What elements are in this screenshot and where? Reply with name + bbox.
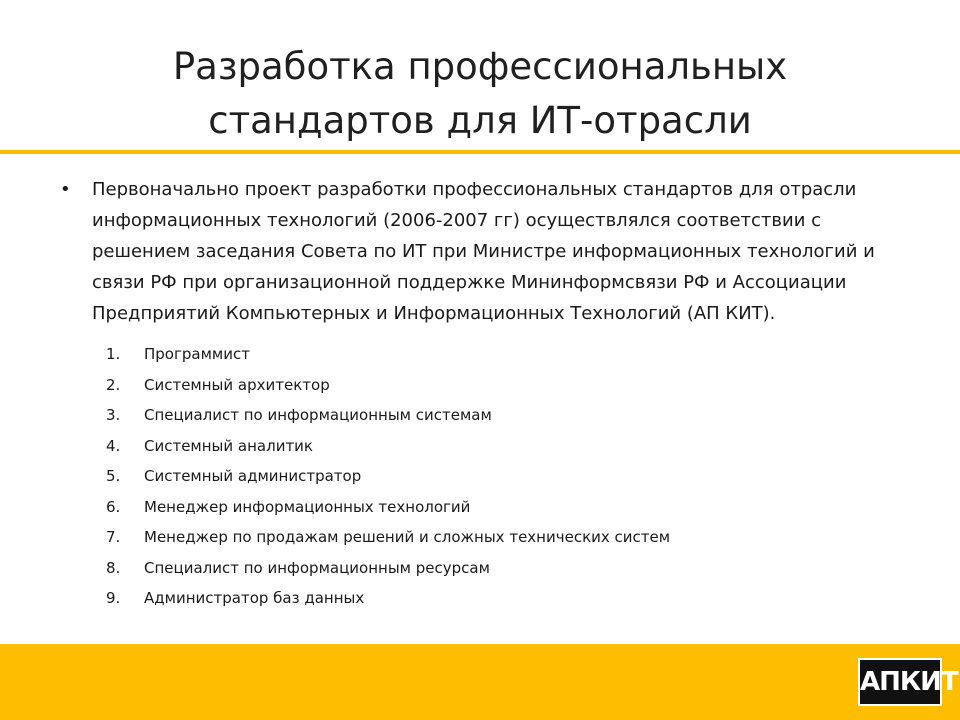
list-item-number: 7. [106,528,121,546]
list-item-number: 3. [106,406,121,424]
list-item-text: Системный аналитик [144,436,313,455]
list-item-number: 8. [106,558,121,577]
slide-title [0,40,960,148]
slide-content [60,174,880,614]
list-item-number: 9. [106,589,121,607]
title-divider [0,150,960,154]
list-item [60,339,880,370]
list-item [60,583,880,614]
bullet-marker: • [60,179,71,200]
list-item-text: Администратор баз данных [144,589,365,607]
list-item [60,461,880,492]
footer-bar [0,644,960,720]
title-line-2: стандартов для ИТ-отрасли [208,99,752,142]
list-item-number: 4. [106,436,121,455]
list-item-number: 2. [106,375,121,394]
list-item [60,431,880,462]
apkit-logo: АПКИТ [858,658,942,706]
bullet-paragraph [60,174,880,329]
list-item-text: Программист [144,345,250,363]
list-item [60,553,880,584]
list-item [60,400,880,431]
profession-list [60,339,880,614]
list-item [60,492,880,523]
list-item-text: Менеджер информационных технологий [144,497,471,516]
list-item-text: Системный администратор [144,467,362,485]
list-item-text: Специалист по информационным ресурсам [144,558,490,577]
list-item-number: 5. [106,467,121,485]
list-item-number: 6. [106,497,121,516]
list-item-text: Специалист по информационным системам [144,406,492,424]
list-item [60,522,880,553]
list-item-number: 1. [106,345,121,363]
list-item-text: Менеджер по продажам решений и сложных технических систем [144,528,671,546]
title-line-1: Разработка профессиональных [172,45,788,88]
list-item [60,370,880,401]
list-item-text: Системный архитектор [144,375,330,394]
bullet-text: Первоначально проект разработки профессиональных стандартов для отрасли информационных технологий (2006-2007 гг) осуществлялся соответствии с решением заседания Совета по ИТ при Министре информационных технологий и связи РФ при организационной поддержке Мининформсвязи РФ и Ассоциации Предприятий Компьютерных и Информационных Технологий (АП КИТ). [92,179,875,324]
